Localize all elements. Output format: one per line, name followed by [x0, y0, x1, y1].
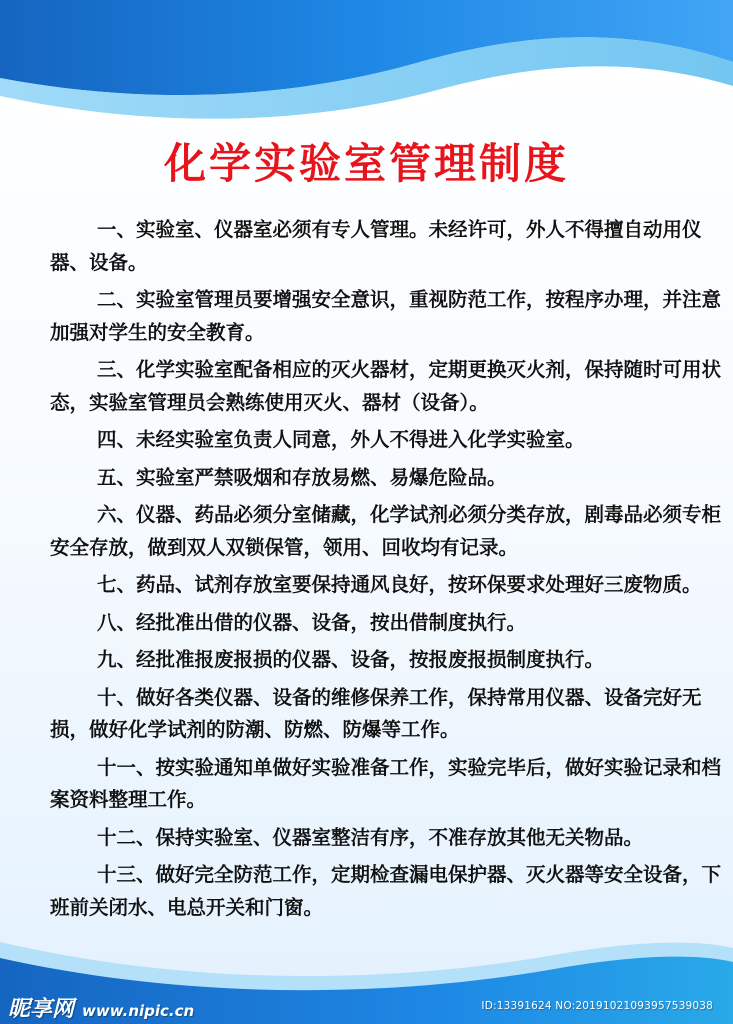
rule-item: 十二、保持实验室、仪器室整洁有序，不准存放其他无关物品。	[97, 825, 644, 849]
rule-item: 八、经批准出借的仪器、设备，按出借制度执行。	[97, 610, 527, 634]
rule-item: 三、化学实验室配备相应的灭火器材，定期更换灭火剂，保持随时可用状态，实验室管理员会熟练使用灭火、器材（设备）。	[50, 358, 722, 414]
rule-item: 二、实验室管理员要增强安全意识，重视防范工作，按程序办理，并注意加强对学生的安全教育。	[50, 288, 722, 344]
watermark-id: ID:13391624 NO:20191021093957539038	[481, 1000, 713, 1012]
rule-item: 六、仪器、药品必须分室储藏，化学试剂必须分类存放，剧毒品必须专柜安全存放，做到双人双锁保管，领用、回收均有记录。	[50, 503, 722, 559]
rule-item: 十一、按实验通知单做好实验准备工作，实验完毕后，做好实验记录和档案资料整理工作。	[50, 755, 722, 811]
top-wave-decoration	[0, 0, 733, 140]
page-title: 化学实验室管理制度	[163, 139, 569, 188]
rule-item: 四、未经实验室负责人同意，外人不得进入化学实验室。	[97, 428, 585, 451]
watermark-logo: 昵享网	[8, 997, 75, 1022]
rule-item: 十、做好各类仪器、设备的维修保养工作，保持常用仪器、设备完好无损，做好化学试剂的防潮、防燃、防爆等工作。	[50, 685, 702, 741]
rule-item: 五、实验室严禁吸烟和存放易燃、易爆危险品。	[97, 465, 507, 489]
watermark	[8, 992, 195, 1022]
rule-item: 七、药品、试剂存放室要保持通风良好，按环保要求处理好三废物质。	[97, 573, 702, 596]
rule-item: 九、经批准报废报损的仪器、设备，按报废报损制度执行。	[97, 648, 605, 671]
watermark-url: www.nipic.cn	[82, 1002, 195, 1020]
rules-list	[50, 214, 722, 929]
rule-item: 一、实验室、仪器室必须有专人管理。未经许可，外人不得擅自动用仪器、设备。	[50, 218, 702, 274]
rule-item: 十三、做好完全防范工作，定期检查漏电保护器、灭火器等安全设备，下班前关闭水、电总开关和门窗。	[50, 863, 722, 919]
